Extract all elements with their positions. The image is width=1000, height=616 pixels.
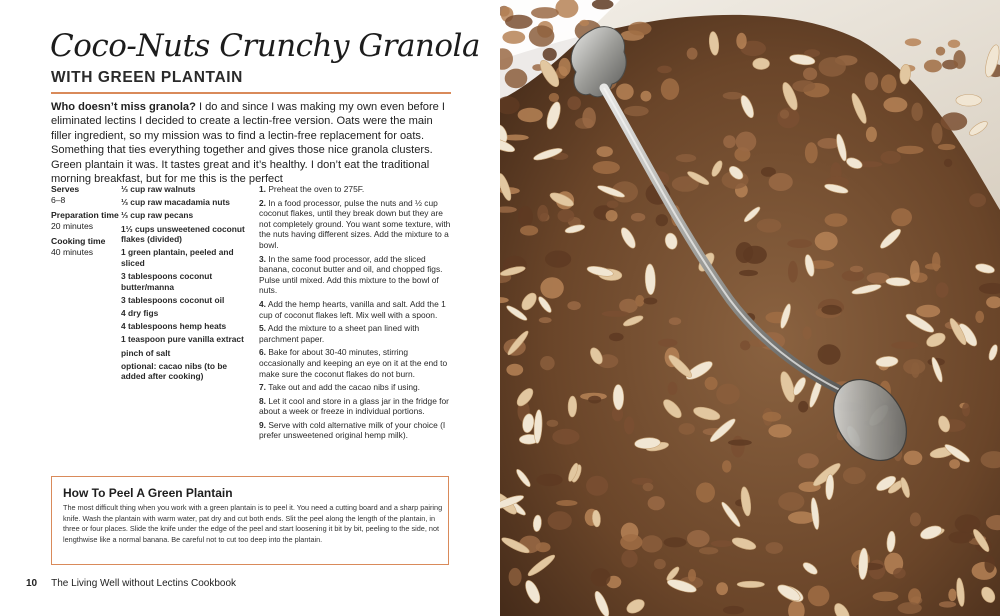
granola-cluster bbox=[736, 242, 753, 263]
granola-cluster bbox=[740, 340, 750, 350]
ingredient-item: ⅓ cup raw walnuts bbox=[121, 184, 196, 194]
granola-cluster bbox=[696, 482, 715, 502]
granola-cluster bbox=[911, 103, 922, 121]
granola-photo bbox=[500, 0, 1000, 616]
recipe-intro bbox=[51, 100, 451, 186]
step-text: Serve with cold alternative milk of your choice (I prefer unsweetened original hemp milk). bbox=[259, 419, 446, 441]
granola-cluster bbox=[539, 317, 552, 323]
granola-cluster bbox=[910, 260, 920, 282]
granola-cluster bbox=[788, 261, 798, 283]
granola-cluster bbox=[676, 154, 696, 162]
granola-cluster bbox=[948, 589, 956, 602]
granola-cluster bbox=[658, 339, 677, 347]
ingredient-item: 4 dry figs bbox=[121, 308, 159, 319]
page-number: 10 bbox=[26, 578, 38, 589]
granola-cluster bbox=[792, 80, 815, 92]
granola-cluster bbox=[891, 208, 912, 226]
granola-cluster bbox=[593, 161, 620, 174]
almond-coconut-flake bbox=[737, 581, 764, 587]
granola-cluster bbox=[769, 173, 793, 191]
granola-cluster bbox=[643, 483, 654, 492]
step-number: 1. bbox=[259, 184, 266, 194]
step-number: 9. bbox=[259, 419, 266, 430]
step-text: Let it cool and store in a glass jar in the fridge for about a week or freeze in individual portions. bbox=[259, 395, 449, 417]
ingredient-item: ⅓ cup raw pecans bbox=[121, 210, 194, 221]
granola-cluster bbox=[893, 568, 906, 579]
intro-text: I do and since I was making my own even before I eliminated lectins I decided to create a lectin-free version. Oats were the main filler ingredient, so my mission was to find a lectin-free replacement for oats. Something that ties everything together and gives those nice granola clusters. Green plantain it was. It tastes great and it’s healthy. I don’t eat the traditional morning breakfast, but for me this is the perfect bbox=[51, 101, 445, 186]
granola-cluster bbox=[777, 108, 799, 129]
step-text: Take out and add the cacao nibs if using. bbox=[268, 382, 420, 393]
step-item bbox=[259, 323, 451, 344]
granola-cluster bbox=[866, 127, 877, 142]
granola-cluster bbox=[669, 317, 681, 325]
step-text: Add the hemp hearts, vanilla and salt. Add the 1 cup of coconut flakes left. Mix well with a spoon. bbox=[259, 298, 446, 320]
granola-cluster bbox=[548, 511, 572, 530]
granola-cluster bbox=[520, 225, 538, 235]
granola-cluster bbox=[540, 277, 563, 298]
granola-cluster bbox=[723, 606, 744, 614]
step-item bbox=[259, 382, 451, 393]
granola-cluster bbox=[850, 266, 863, 272]
granola-cluster bbox=[657, 66, 672, 74]
meta-value: 6–8 bbox=[51, 194, 66, 205]
granola-cluster bbox=[939, 601, 956, 607]
granola-cluster bbox=[843, 467, 866, 484]
granola-cluster bbox=[969, 193, 986, 207]
granola-cluster bbox=[547, 420, 559, 427]
granola-cluster bbox=[757, 219, 782, 233]
granola-cluster bbox=[518, 108, 543, 122]
granola-cluster bbox=[537, 205, 548, 222]
granola-cluster bbox=[505, 69, 528, 89]
granola-cluster bbox=[819, 57, 846, 77]
granola-cluster bbox=[881, 74, 897, 93]
granola-cluster bbox=[567, 96, 581, 110]
granola-cluster bbox=[687, 48, 698, 60]
granola-cluster bbox=[552, 429, 579, 445]
granola-cluster bbox=[705, 377, 718, 390]
title-divider bbox=[51, 92, 451, 94]
photo-page bbox=[500, 0, 1000, 616]
granola-cluster bbox=[602, 311, 630, 317]
granola-cluster bbox=[619, 299, 638, 313]
granola-cluster bbox=[536, 474, 562, 486]
granola-cluster bbox=[606, 210, 618, 221]
granola-cluster bbox=[506, 364, 523, 376]
granola-cluster bbox=[556, 500, 577, 506]
granola-cluster bbox=[597, 146, 613, 157]
step-number: 4. bbox=[259, 298, 266, 309]
granola-cluster bbox=[883, 97, 907, 112]
tip-box-title: How To Peel A Green Plantain bbox=[63, 486, 233, 500]
ingredient-item: 1 teaspoon pure vanilla extract bbox=[121, 334, 244, 345]
granola-cluster bbox=[688, 569, 696, 582]
granola-cluster bbox=[621, 550, 637, 568]
granola-cluster bbox=[916, 305, 940, 318]
granola-cluster bbox=[624, 417, 634, 435]
granola-cluster bbox=[699, 547, 718, 554]
granola-cluster bbox=[842, 270, 865, 281]
granola-cluster bbox=[540, 356, 555, 370]
granola-cluster bbox=[865, 72, 878, 90]
granola-cluster bbox=[731, 436, 744, 458]
meta-label: Preparation time bbox=[51, 210, 119, 221]
granola-cluster bbox=[803, 326, 812, 339]
step-number: 7. bbox=[259, 382, 266, 393]
granola-cluster bbox=[716, 582, 728, 595]
meta-label: Serves bbox=[51, 184, 80, 194]
ingredient-item: ⅓ cup raw macadamia nuts bbox=[121, 197, 230, 208]
granola-cluster bbox=[616, 84, 634, 100]
granola-cluster bbox=[798, 453, 819, 468]
granola-cluster bbox=[631, 213, 645, 222]
granola-cluster bbox=[531, 7, 559, 18]
granola-cluster bbox=[716, 384, 740, 405]
granola-cluster bbox=[654, 559, 666, 569]
ingredient-item: 4 tablespoons hemp heats bbox=[121, 321, 227, 332]
granola-cluster bbox=[924, 60, 942, 73]
step-text: In a food processor, pulse the nuts and ½ cup coconut flakes, until they break down but they are not completely ground. You want some texture, with the nuts having different sizes. Add the mixture to a bowl. bbox=[259, 197, 451, 250]
ingredient-item: 1 green plantain, peeled and sliced bbox=[121, 247, 234, 268]
step-item bbox=[259, 184, 451, 195]
granola-cluster bbox=[949, 459, 960, 469]
granola-cluster bbox=[953, 50, 965, 69]
step-number: 5. bbox=[259, 323, 266, 334]
granola-cluster bbox=[948, 40, 960, 48]
granola-cluster bbox=[529, 25, 555, 46]
granola-cluster bbox=[668, 382, 678, 395]
granola-cluster bbox=[543, 48, 557, 61]
step-item bbox=[259, 420, 451, 441]
meta-value: 20 minutes bbox=[51, 220, 94, 231]
granola-cluster bbox=[818, 344, 841, 365]
step-item bbox=[259, 347, 451, 379]
granola-cluster bbox=[805, 142, 818, 163]
granola-cluster bbox=[762, 412, 781, 422]
granola-cluster bbox=[509, 568, 522, 586]
step-item bbox=[259, 198, 451, 251]
granola-cluster bbox=[873, 592, 899, 602]
granola-cluster bbox=[825, 213, 848, 226]
granola-cluster bbox=[607, 201, 619, 209]
tip-box bbox=[51, 476, 449, 565]
granola-cluster bbox=[722, 460, 731, 472]
granola-cluster bbox=[898, 602, 922, 614]
granola-cluster bbox=[891, 342, 918, 350]
granola-cluster bbox=[648, 496, 665, 510]
granola-cluster bbox=[780, 110, 789, 119]
granola-cluster bbox=[936, 282, 949, 298]
ingredient-item: optional: cacao nibs (to be added after cooking) bbox=[121, 360, 228, 382]
granola-cluster bbox=[932, 123, 943, 145]
granola-cluster bbox=[679, 423, 695, 435]
step-text: Bake for about 30-40 minutes, stirring occasionally and keeping an eye on it at the end to make sure the coconut flakes do not burn. bbox=[259, 347, 448, 379]
granola-cluster bbox=[962, 403, 970, 417]
granola-cluster bbox=[711, 540, 733, 547]
step-text: Add the mixture to a sheet pan lined with parchment paper. bbox=[259, 323, 420, 344]
granola-cluster bbox=[808, 586, 830, 607]
meta-value: 40 minutes bbox=[51, 246, 94, 257]
granola-cluster bbox=[502, 31, 525, 44]
granola-cluster bbox=[518, 206, 533, 228]
granola-cluster bbox=[910, 512, 921, 526]
granola-cluster bbox=[798, 401, 808, 413]
granola-cluster bbox=[628, 22, 651, 36]
granola-cluster bbox=[736, 132, 757, 152]
step-item bbox=[259, 299, 451, 320]
book-title: The Living Well without Lectins Cookbook bbox=[51, 578, 237, 589]
granola-cluster bbox=[768, 424, 791, 438]
granola-cluster bbox=[739, 270, 758, 276]
almond-coconut-flake bbox=[613, 384, 624, 410]
step-number: 3. bbox=[259, 253, 266, 264]
granola-cluster bbox=[580, 20, 590, 26]
granola-cluster bbox=[736, 33, 746, 49]
meta-serves bbox=[51, 184, 121, 205]
step-number: 8. bbox=[259, 395, 266, 406]
step-text: In the same food processor, add the sliced banana, coconut butter and oil, and chopped figs. Pulse until mixed. Add this mixture to the bowl of nuts. bbox=[259, 253, 443, 296]
granola-cluster bbox=[936, 47, 945, 56]
recipe-subtitle: WITH GREEN PLANTAIN bbox=[51, 69, 243, 86]
granola-cluster bbox=[588, 396, 601, 404]
granola-cluster bbox=[728, 440, 752, 446]
granola-cluster bbox=[766, 542, 783, 554]
granola-cluster bbox=[723, 92, 743, 100]
granola-cluster bbox=[925, 263, 941, 269]
granola-cluster bbox=[903, 359, 925, 374]
granola-cluster bbox=[641, 91, 652, 102]
page-footer bbox=[26, 578, 236, 589]
granola-cluster bbox=[687, 530, 710, 547]
granola-cluster bbox=[723, 135, 736, 148]
granola-cluster bbox=[586, 476, 608, 496]
granola-cluster bbox=[609, 333, 624, 341]
step-number: 2. bbox=[259, 197, 266, 208]
granola-cluster bbox=[787, 239, 812, 248]
granola-cluster bbox=[905, 38, 921, 46]
step-text: Preheat the oven to 275F. bbox=[268, 184, 365, 194]
almond-coconut-flake bbox=[753, 58, 770, 70]
granola-cluster bbox=[505, 15, 533, 29]
granola-cluster bbox=[620, 534, 642, 550]
recipe-meta bbox=[51, 184, 121, 263]
step-item bbox=[259, 254, 451, 296]
step-item bbox=[259, 396, 451, 417]
granola-cluster bbox=[975, 311, 984, 323]
ingredient-item: 3 tablespoons coconut oil bbox=[121, 294, 225, 305]
almond-coconut-flake bbox=[956, 95, 982, 107]
granola-cluster bbox=[881, 151, 901, 164]
meta-prep-time bbox=[51, 210, 121, 231]
granola-cluster bbox=[803, 68, 817, 81]
granola-cluster bbox=[567, 301, 580, 310]
method-steps bbox=[259, 184, 451, 444]
granola-cluster bbox=[815, 232, 838, 251]
almond-coconut-flake bbox=[568, 396, 577, 417]
granola-cluster bbox=[944, 159, 952, 167]
intro-lead: Who doesn’t miss granola? bbox=[51, 101, 196, 113]
granola-cluster bbox=[985, 555, 995, 572]
granola-cluster bbox=[591, 568, 611, 586]
granola-cluster bbox=[664, 537, 687, 547]
granola-cluster bbox=[941, 112, 968, 130]
granola-cluster bbox=[641, 535, 662, 552]
meta-cook-time bbox=[51, 236, 121, 257]
recipe-title: Coco-Nuts Crunchy Granola bbox=[50, 28, 480, 64]
granola-cluster bbox=[549, 93, 559, 102]
granola-cluster bbox=[558, 209, 575, 222]
granola-cluster bbox=[821, 305, 841, 315]
granola-cluster bbox=[938, 144, 956, 150]
granola-cluster bbox=[545, 251, 571, 268]
granola-cluster bbox=[656, 214, 668, 226]
granola-cluster bbox=[624, 106, 649, 116]
ingredient-item: 3 tablespoons coconut butter/manna bbox=[121, 271, 213, 292]
ingredient-item: 1⅓ cups unsweetened coconut flakes (divided) bbox=[121, 223, 245, 245]
granola-cluster bbox=[897, 146, 924, 154]
ingredient-item: pinch of salt bbox=[121, 347, 171, 358]
granola-cluster bbox=[778, 492, 804, 511]
granola-cluster bbox=[559, 58, 571, 76]
granola-cluster bbox=[644, 298, 658, 305]
step-number: 6. bbox=[259, 347, 266, 358]
granola-cluster bbox=[661, 78, 679, 100]
tip-box-body: The most difficult thing when you work with a green plantain is to peel it. You need a cutting board and a sharp pairing knife. Wash the plantain with warm water, pat dry and cut both ends. Slit the peel along the length of the plantain, in three or four places. Slide the knife under the edge of the peel and start loosening it bit by bit, peeling to the side, not lengthwise like a normal banana. Be careful not to cut too deep into the plantain. bbox=[63, 503, 443, 544]
granola-cluster bbox=[582, 107, 596, 128]
granola-cluster bbox=[904, 451, 923, 465]
granola-cluster bbox=[788, 511, 815, 523]
meta-label: Cooking time bbox=[51, 236, 106, 247]
ingredient-list bbox=[121, 184, 246, 385]
